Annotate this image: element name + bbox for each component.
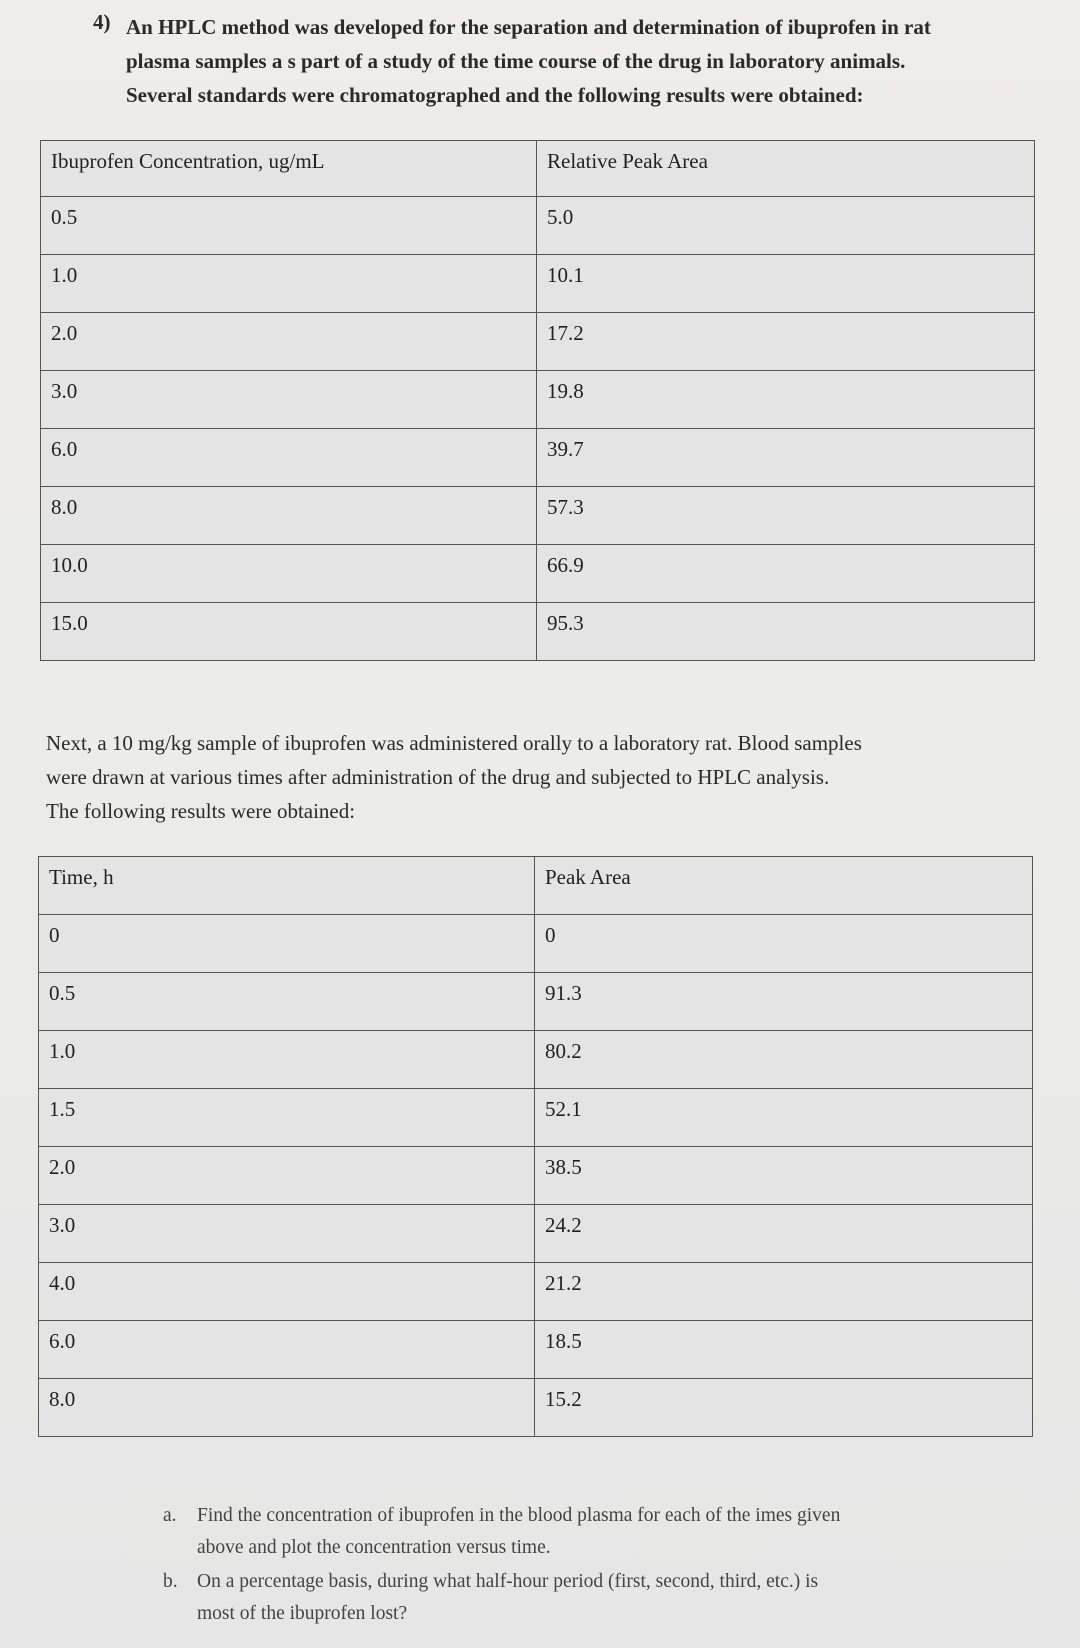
table-row [39, 1089, 1033, 1147]
table-cell: 10.0 [41, 545, 537, 603]
table-cell: 15.0 [41, 603, 537, 661]
table-cell: 1.0 [41, 255, 537, 313]
table-header-row [39, 857, 1033, 915]
subquestion-label: b. [163, 1571, 178, 1592]
question-intro [126, 10, 1056, 112]
table-cell: 4.0 [39, 1263, 535, 1321]
subquestion-a [163, 1500, 1053, 1564]
table-cell: 5.0 [537, 197, 1035, 255]
table-cell: 80.2 [535, 1031, 1033, 1089]
table-cell: 10.1 [537, 255, 1035, 313]
table-cell: 2.0 [39, 1147, 535, 1205]
subquestion-line: above and plot the concentration versus time. [197, 1537, 551, 1558]
table-cell: 91.3 [535, 973, 1033, 1031]
table-cell: 6.0 [39, 1321, 535, 1379]
paragraph-line: The following results were obtained: [46, 799, 356, 823]
table-cell: 0 [39, 915, 535, 973]
table-cell: 2.0 [41, 313, 537, 371]
column-header-peak-area: Peak Area [535, 857, 1033, 915]
table-cell: 0 [535, 915, 1033, 973]
table-cell: 0.5 [39, 973, 535, 1031]
table-row [41, 255, 1035, 313]
table-row [39, 1321, 1033, 1379]
table-row [39, 1031, 1033, 1089]
table-row [41, 197, 1035, 255]
table-header-row [41, 141, 1035, 197]
table-row [39, 1263, 1033, 1321]
table-row [39, 973, 1033, 1031]
table-cell: 3.0 [39, 1205, 535, 1263]
table-cell: 24.2 [535, 1205, 1033, 1263]
subquestion-label: a. [163, 1505, 177, 1526]
subquestion-line: most of the ibuprofen lost? [197, 1603, 408, 1624]
question-number: 4) [93, 10, 111, 34]
table-cell: 57.3 [537, 487, 1035, 545]
table-cell: 15.2 [535, 1379, 1033, 1437]
table-cell: 8.0 [41, 487, 537, 545]
table-cell: 6.0 [41, 429, 537, 487]
intro-line: Several standards were chromatographed and the following results were obtained: [126, 83, 864, 107]
table-cell: 8.0 [39, 1379, 535, 1437]
table-cell: 21.2 [535, 1263, 1033, 1321]
paragraph-line: were drawn at various times after administration of the drug and subjected to HPLC analysis. [46, 765, 830, 789]
table-row [39, 1205, 1033, 1263]
subquestion-b [163, 1566, 1053, 1630]
column-header-concentration: Ibuprofen Concentration, ug/mL [41, 141, 537, 197]
table-row [41, 603, 1035, 661]
subquestion-line: Find the concentration of ibuprofen in the blood plasma for each of the imes given [197, 1505, 841, 1526]
table-cell: 3.0 [41, 371, 537, 429]
paragraph-line: Next, a 10 mg/kg sample of ibuprofen was administered orally to a laboratory rat. Blood samples [46, 731, 862, 755]
table-cell: 1.5 [39, 1089, 535, 1147]
table-cell: 1.0 [39, 1031, 535, 1089]
table-cell: 19.8 [537, 371, 1035, 429]
middle-paragraph [46, 726, 1056, 828]
table-row [41, 545, 1035, 603]
table-row [41, 429, 1035, 487]
table-cell: 17.2 [537, 313, 1035, 371]
table-cell: 66.9 [537, 545, 1035, 603]
table-row [41, 487, 1035, 545]
table-row [41, 313, 1035, 371]
table-cell: 95.3 [537, 603, 1035, 661]
table-row [39, 915, 1033, 973]
table-cell: 18.5 [535, 1321, 1033, 1379]
table-cell: 38.5 [535, 1147, 1033, 1205]
table-row [39, 1379, 1033, 1437]
table-row [39, 1147, 1033, 1205]
subquestion-list [163, 1500, 1053, 1632]
column-header-relative-peak-area: Relative Peak Area [537, 141, 1035, 197]
table-cell: 39.7 [537, 429, 1035, 487]
standards-table [40, 140, 1035, 661]
table-cell: 0.5 [41, 197, 537, 255]
column-header-time: Time, h [39, 857, 535, 915]
subquestion-line: On a percentage basis, during what half-hour period (first, second, third, etc.) is [197, 1571, 819, 1592]
time-course-table [38, 856, 1033, 1437]
table-cell: 52.1 [535, 1089, 1033, 1147]
table-row [41, 371, 1035, 429]
intro-line: plasma samples a s part of a study of the time course of the drug in laboratory animals. [126, 49, 906, 73]
intro-line: An HPLC method was developed for the separation and determination of ibuprofen in rat [126, 15, 931, 39]
